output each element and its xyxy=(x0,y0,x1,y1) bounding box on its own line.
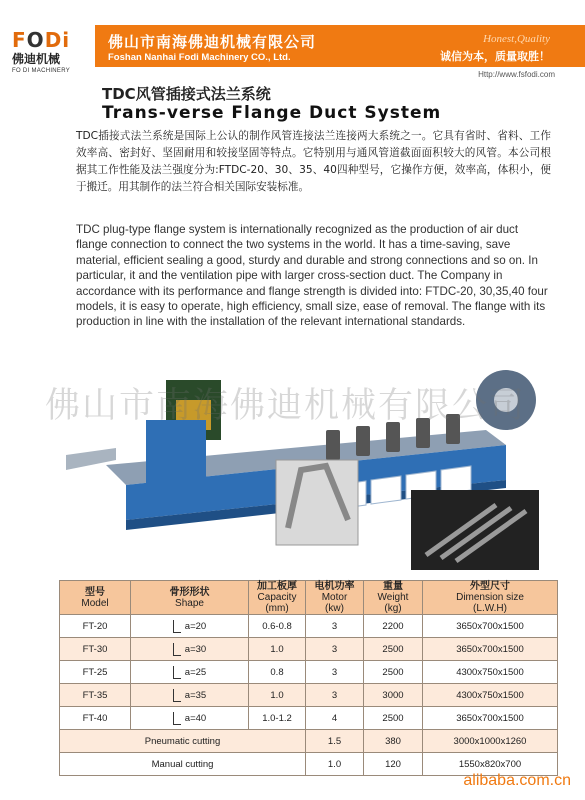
header-capacity: 加工板厚 Capacity (mm) xyxy=(249,581,306,615)
slogan-cn: 诚信为本，质量取胜！ xyxy=(440,50,550,63)
spec-table xyxy=(59,580,558,776)
cell-shape: a=30 xyxy=(131,638,249,661)
flange-profile-icon xyxy=(173,689,181,702)
cell-dimension: 3650x700x1500 xyxy=(423,615,558,638)
cell-cutting-label: Manual cutting xyxy=(60,753,306,776)
description-en: TDC plug-type flange system is internationally recognized as the production of air duct flange connection to connect the two systems in the world. It has a time-saving, save material, efficient sealing a good, sturdy and durable and strong connections and so on. In particular, it and the ventilation pipe with larger cross-section duct. The Company in accordance with its performance and flange strength is divided into: FTDC-20, 30,35,40 four models, it is easy to operate, high efficiency, small size, ease of removal. The flange with its production in line with the installation of the relevant international standards. xyxy=(76,223,548,329)
cell-shape: a=40 xyxy=(131,707,249,730)
cell-model: FT-40 xyxy=(60,707,131,730)
header-model: 型号 Model xyxy=(60,581,131,615)
description-cn: TDC插接式法兰系统是国际上公认的制作风管连接法兰连接两大系统之一。它具有省时、省料、工作效率高、密封好、坚固耐用和较接坚固等特点。它特别用与通风管道截面面积较大的风管。本公司根据其工作性能及法兰强度分为:FTDC-20、30、35、40四种型号，它操作方便，效率高，体积小，便于搬迁。用其制作的法兰符合相关国际安装标准。 xyxy=(76,130,551,193)
flange-profile-icon xyxy=(173,666,181,679)
title-en: Trans-verse Flange Duct System xyxy=(102,103,442,123)
cell-weight: 2500 xyxy=(364,638,423,661)
header-dimension: 外型尺寸 Dimension size (L.W.H) xyxy=(423,581,558,615)
cell-model: FT-30 xyxy=(60,638,131,661)
logo-mark-f: F xyxy=(12,28,27,52)
cell-weight: 2500 xyxy=(364,707,423,730)
cell-dimension: 1550x820x700 xyxy=(423,753,558,776)
table-row xyxy=(60,615,558,638)
cell-dimension: 4300x750x1500 xyxy=(423,684,558,707)
table-row xyxy=(60,730,558,753)
table-row xyxy=(60,638,558,661)
cell-capacity: 1.0-1.2 xyxy=(249,707,306,730)
table-row xyxy=(60,707,558,730)
company-logo xyxy=(12,28,92,74)
cell-model: FT-25 xyxy=(60,661,131,684)
table-row xyxy=(60,661,558,684)
cell-cutting-label: Pneumatic cutting xyxy=(60,730,306,753)
cell-weight: 380 xyxy=(364,730,423,753)
title-cn: TDC风管插接式法兰系统 xyxy=(102,85,271,103)
profile-sample-2 xyxy=(411,490,539,570)
cell-weight: 3000 xyxy=(364,684,423,707)
watermark: 佛山市南海佛迪机械有限公司 xyxy=(45,386,527,426)
cell-capacity: 0.6-0.8 xyxy=(249,615,306,638)
table-header-row xyxy=(60,581,558,615)
cell-shape: a=20 xyxy=(131,615,249,638)
website-url[interactable]: Http://www.fsfodi.com xyxy=(478,70,555,79)
cell-weight: 120 xyxy=(364,753,423,776)
logo-mark xyxy=(12,28,92,52)
cell-dimension: 3650x700x1500 xyxy=(423,707,558,730)
header-shape: 骨形形状 Shape xyxy=(131,581,249,615)
cell-motor: 1.0 xyxy=(306,753,364,776)
cell-capacity: 1.0 xyxy=(249,684,306,707)
cell-model: FT-20 xyxy=(60,615,131,638)
company-name-cn: 佛山市南海佛迪机械有限公司 xyxy=(108,33,317,51)
cell-weight: 2500 xyxy=(364,661,423,684)
cell-shape: a=35 xyxy=(131,684,249,707)
logo-mark-di: Di xyxy=(44,28,71,52)
slogan-en: Honest,Quality xyxy=(483,33,550,45)
alibaba-watermark: alibaba.com.cn xyxy=(463,772,571,789)
cell-capacity: 0.8 xyxy=(249,661,306,684)
profile-sample-1 xyxy=(276,460,358,545)
logo-en: FO DI MACHINERY xyxy=(12,68,71,74)
table-row xyxy=(60,684,558,707)
cell-motor: 3 xyxy=(306,661,364,684)
cell-motor: 3 xyxy=(306,684,364,707)
cell-capacity: 1.0 xyxy=(249,638,306,661)
flange-profile-icon xyxy=(173,712,181,725)
cell-shape: a=25 xyxy=(131,661,249,684)
cell-motor: 4 xyxy=(306,707,364,730)
cell-dimension: 3000x1000x1260 xyxy=(423,730,558,753)
cell-dimension: 3650x700x1500 xyxy=(423,638,558,661)
cell-dimension: 4300x750x1500 xyxy=(423,661,558,684)
logo-mark-o: O xyxy=(26,28,45,52)
cell-motor: 1.5 xyxy=(306,730,364,753)
company-name-en: Foshan Nanhai Fodi Machinery CO., Ltd. xyxy=(108,52,291,63)
flange-profile-icon xyxy=(173,643,181,656)
cell-motor: 3 xyxy=(306,638,364,661)
cell-model: FT-35 xyxy=(60,684,131,707)
cell-weight: 2200 xyxy=(364,615,423,638)
logo-cn: 佛迪机械 xyxy=(12,52,61,66)
header-motor: 电机功率 Motor (kw) xyxy=(306,581,364,615)
cell-motor: 3 xyxy=(306,615,364,638)
flange-profile-icon xyxy=(173,620,181,633)
header-weight: 重量 Weight (kg) xyxy=(364,581,423,615)
